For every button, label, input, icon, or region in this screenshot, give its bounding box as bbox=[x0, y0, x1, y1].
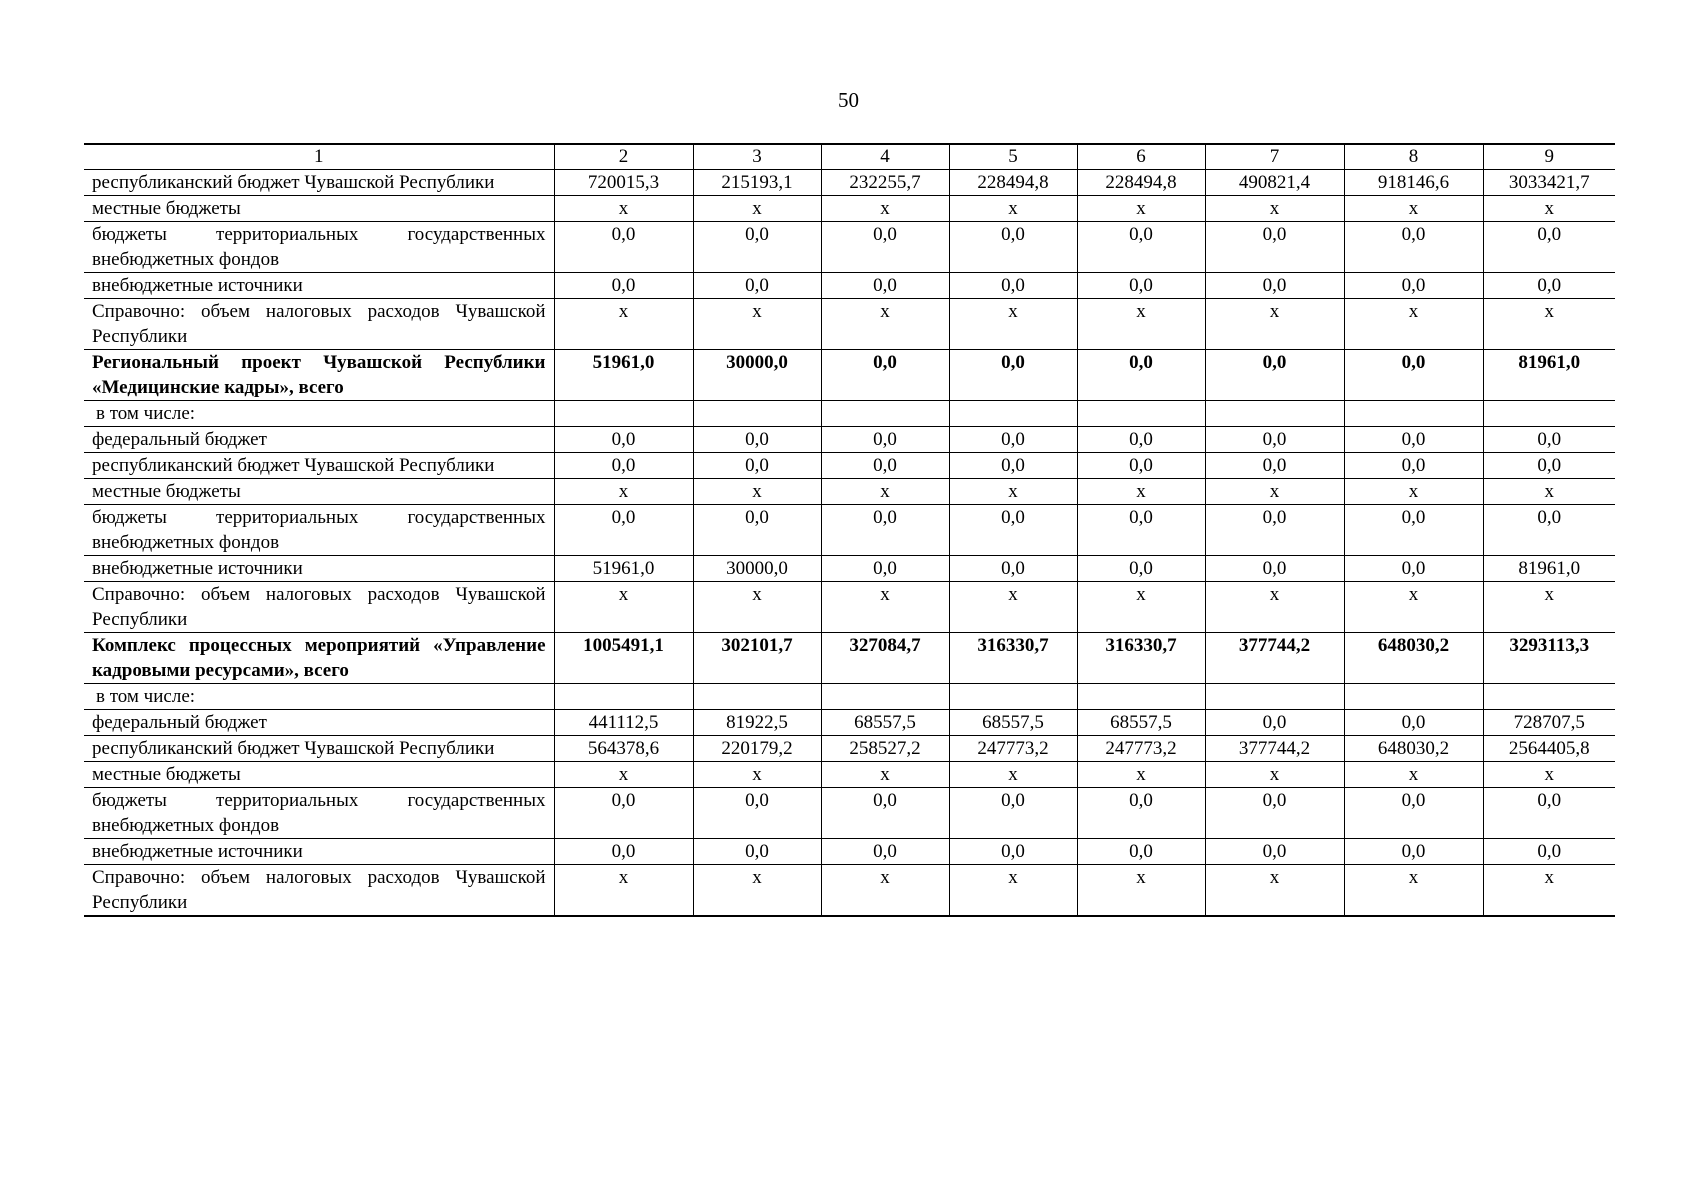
value-cell: 0,0 bbox=[1344, 350, 1483, 401]
value-cell: 215193,1 bbox=[693, 170, 821, 196]
table-row bbox=[84, 505, 1615, 556]
value-cell bbox=[554, 401, 693, 427]
table-header-row bbox=[84, 144, 1615, 170]
table-row bbox=[84, 762, 1615, 788]
value-cell: х bbox=[1077, 299, 1205, 350]
value-cell: 0,0 bbox=[1483, 453, 1615, 479]
value-cell: 0,0 bbox=[693, 453, 821, 479]
table-row bbox=[84, 222, 1615, 273]
value-cell bbox=[821, 401, 949, 427]
value-cell: х bbox=[1205, 479, 1344, 505]
value-cell: 648030,2 bbox=[1344, 736, 1483, 762]
value-cell: х bbox=[1483, 299, 1615, 350]
value-cell: 0,0 bbox=[1205, 839, 1344, 865]
value-cell: 0,0 bbox=[693, 222, 821, 273]
value-cell: 0,0 bbox=[949, 788, 1077, 839]
value-cell bbox=[1344, 401, 1483, 427]
value-cell: х bbox=[1205, 582, 1344, 633]
value-cell: х bbox=[821, 762, 949, 788]
table-row bbox=[84, 196, 1615, 222]
value-cell: 0,0 bbox=[1205, 222, 1344, 273]
value-cell bbox=[1205, 401, 1344, 427]
value-cell: 0,0 bbox=[693, 427, 821, 453]
value-cell: 0,0 bbox=[1483, 427, 1615, 453]
value-cell: 0,0 bbox=[1344, 453, 1483, 479]
value-cell: 720015,3 bbox=[554, 170, 693, 196]
value-cell: 0,0 bbox=[1205, 273, 1344, 299]
value-cell: х bbox=[821, 196, 949, 222]
value-cell: 0,0 bbox=[1205, 427, 1344, 453]
value-cell: 0,0 bbox=[1205, 505, 1344, 556]
table-row bbox=[84, 633, 1615, 684]
value-cell: 0,0 bbox=[1077, 788, 1205, 839]
value-cell: 377744,2 bbox=[1205, 633, 1344, 684]
value-cell bbox=[693, 401, 821, 427]
row-label: в том числе: bbox=[84, 684, 554, 710]
value-cell: х bbox=[949, 582, 1077, 633]
value-cell bbox=[693, 684, 821, 710]
value-cell: 232255,7 bbox=[821, 170, 949, 196]
value-cell: 0,0 bbox=[1205, 350, 1344, 401]
value-cell: 648030,2 bbox=[1344, 633, 1483, 684]
row-label: местные бюджеты bbox=[84, 762, 554, 788]
value-cell: 0,0 bbox=[1344, 556, 1483, 582]
column-header: 8 bbox=[1344, 144, 1483, 170]
value-cell: 81961,0 bbox=[1483, 350, 1615, 401]
table-row bbox=[84, 710, 1615, 736]
table-row bbox=[84, 684, 1615, 710]
value-cell: х bbox=[693, 196, 821, 222]
value-cell bbox=[1483, 401, 1615, 427]
value-cell: 3033421,7 bbox=[1483, 170, 1615, 196]
value-cell: 0,0 bbox=[1205, 788, 1344, 839]
value-cell: 51961,0 bbox=[554, 350, 693, 401]
row-label: Справочно: объем налоговых расходов Чувашской Республики bbox=[84, 299, 554, 350]
value-cell: 0,0 bbox=[821, 453, 949, 479]
value-cell: х bbox=[554, 196, 693, 222]
value-cell: 0,0 bbox=[821, 788, 949, 839]
table-row bbox=[84, 865, 1615, 917]
value-cell: х bbox=[949, 299, 1077, 350]
value-cell bbox=[1344, 684, 1483, 710]
page-number: 50 bbox=[838, 88, 859, 112]
value-cell: 302101,7 bbox=[693, 633, 821, 684]
value-cell: 0,0 bbox=[949, 453, 1077, 479]
value-cell: х bbox=[1344, 865, 1483, 917]
value-cell: 0,0 bbox=[1344, 273, 1483, 299]
value-cell: 247773,2 bbox=[1077, 736, 1205, 762]
value-cell: 327084,7 bbox=[821, 633, 949, 684]
value-cell: 0,0 bbox=[1483, 273, 1615, 299]
value-cell: х bbox=[821, 299, 949, 350]
value-cell: 0,0 bbox=[1344, 505, 1483, 556]
value-cell: х bbox=[1205, 762, 1344, 788]
value-cell bbox=[1077, 684, 1205, 710]
value-cell: 0,0 bbox=[1077, 222, 1205, 273]
value-cell: 2564405,8 bbox=[1483, 736, 1615, 762]
value-cell bbox=[554, 684, 693, 710]
row-label: республиканский бюджет Чувашской Республики bbox=[84, 453, 554, 479]
row-label: федеральный бюджет bbox=[84, 710, 554, 736]
value-cell: х bbox=[554, 762, 693, 788]
value-cell: 0,0 bbox=[1483, 788, 1615, 839]
value-cell: х bbox=[1344, 479, 1483, 505]
row-label: Справочно: объем налоговых расходов Чувашской Республики bbox=[84, 582, 554, 633]
value-cell: 68557,5 bbox=[949, 710, 1077, 736]
value-cell: 0,0 bbox=[1077, 273, 1205, 299]
value-cell: 68557,5 bbox=[1077, 710, 1205, 736]
value-cell: 0,0 bbox=[821, 350, 949, 401]
value-cell: 81961,0 bbox=[1483, 556, 1615, 582]
value-cell: 0,0 bbox=[1205, 556, 1344, 582]
table-row bbox=[84, 170, 1615, 196]
row-label: внебюджетные источники bbox=[84, 839, 554, 865]
table-row bbox=[84, 556, 1615, 582]
value-cell: х bbox=[1205, 865, 1344, 917]
value-cell: 0,0 bbox=[1077, 505, 1205, 556]
value-cell: х bbox=[554, 299, 693, 350]
row-label: в том числе: bbox=[84, 401, 554, 427]
value-cell: х bbox=[1077, 865, 1205, 917]
column-header: 5 bbox=[949, 144, 1077, 170]
table-row bbox=[84, 427, 1615, 453]
row-label: республиканский бюджет Чувашской Республики bbox=[84, 170, 554, 196]
value-cell: х bbox=[693, 762, 821, 788]
column-header: 7 bbox=[1205, 144, 1344, 170]
value-cell: х bbox=[1344, 582, 1483, 633]
value-cell: х bbox=[1344, 299, 1483, 350]
value-cell: 0,0 bbox=[1344, 427, 1483, 453]
value-cell: х bbox=[821, 865, 949, 917]
value-cell: 0,0 bbox=[821, 505, 949, 556]
value-cell: 3293113,3 bbox=[1483, 633, 1615, 684]
value-cell: 0,0 bbox=[1077, 556, 1205, 582]
value-cell: 0,0 bbox=[554, 222, 693, 273]
value-cell: х bbox=[821, 479, 949, 505]
table-row bbox=[84, 839, 1615, 865]
value-cell: х bbox=[949, 762, 1077, 788]
value-cell: 0,0 bbox=[949, 350, 1077, 401]
value-cell: х bbox=[1077, 479, 1205, 505]
table-row bbox=[84, 350, 1615, 401]
value-cell: 0,0 bbox=[1344, 788, 1483, 839]
value-cell: 0,0 bbox=[1077, 427, 1205, 453]
table-row bbox=[84, 479, 1615, 505]
row-label: Справочно: объем налоговых расходов Чувашской Республики bbox=[84, 865, 554, 917]
value-cell: х bbox=[1483, 582, 1615, 633]
value-cell bbox=[949, 401, 1077, 427]
value-cell: х bbox=[554, 865, 693, 917]
value-cell: 490821,4 bbox=[1205, 170, 1344, 196]
value-cell bbox=[821, 684, 949, 710]
value-cell: 0,0 bbox=[693, 273, 821, 299]
row-label: Региональный проект Чувашской Республики «Медицинские кадры», всего bbox=[84, 350, 554, 401]
value-cell: 316330,7 bbox=[949, 633, 1077, 684]
column-header: 9 bbox=[1483, 144, 1615, 170]
table-body bbox=[84, 144, 1615, 916]
value-cell: 0,0 bbox=[821, 222, 949, 273]
value-cell: 0,0 bbox=[1483, 222, 1615, 273]
value-cell: 228494,8 bbox=[1077, 170, 1205, 196]
value-cell: 258527,2 bbox=[821, 736, 949, 762]
value-cell: 728707,5 bbox=[1483, 710, 1615, 736]
value-cell: 0,0 bbox=[949, 222, 1077, 273]
value-cell: 68557,5 bbox=[821, 710, 949, 736]
value-cell: 0,0 bbox=[1205, 710, 1344, 736]
row-label: республиканский бюджет Чувашской Республики bbox=[84, 736, 554, 762]
value-cell: 0,0 bbox=[949, 556, 1077, 582]
value-cell: 0,0 bbox=[949, 427, 1077, 453]
value-cell: х bbox=[693, 479, 821, 505]
column-header: 1 bbox=[84, 144, 554, 170]
value-cell: 0,0 bbox=[1344, 222, 1483, 273]
value-cell: 441112,5 bbox=[554, 710, 693, 736]
value-cell: 0,0 bbox=[1205, 453, 1344, 479]
column-header: 4 bbox=[821, 144, 949, 170]
value-cell: 0,0 bbox=[949, 273, 1077, 299]
value-cell: х bbox=[1077, 196, 1205, 222]
value-cell: х bbox=[1205, 299, 1344, 350]
table-row bbox=[84, 788, 1615, 839]
value-cell: 0,0 bbox=[693, 839, 821, 865]
value-cell: 0,0 bbox=[949, 505, 1077, 556]
value-cell: 0,0 bbox=[693, 788, 821, 839]
column-header: 3 bbox=[693, 144, 821, 170]
value-cell: х bbox=[821, 582, 949, 633]
value-cell: 0,0 bbox=[554, 453, 693, 479]
value-cell: 0,0 bbox=[693, 505, 821, 556]
row-label: Комплекс процессных мероприятий «Управление кадровыми ресурсами», всего bbox=[84, 633, 554, 684]
value-cell: 0,0 bbox=[1344, 710, 1483, 736]
row-label: бюджеты территориальных государственных внебюджетных фондов bbox=[84, 505, 554, 556]
value-cell: х bbox=[693, 865, 821, 917]
row-label: внебюджетные источники bbox=[84, 556, 554, 582]
value-cell: 564378,6 bbox=[554, 736, 693, 762]
value-cell: 0,0 bbox=[554, 839, 693, 865]
value-cell: 30000,0 bbox=[693, 556, 821, 582]
value-cell: х bbox=[1483, 196, 1615, 222]
value-cell: 0,0 bbox=[1077, 350, 1205, 401]
column-header: 6 bbox=[1077, 144, 1205, 170]
value-cell: 220179,2 bbox=[693, 736, 821, 762]
value-cell bbox=[1077, 401, 1205, 427]
value-cell: 0,0 bbox=[821, 427, 949, 453]
row-label: местные бюджеты bbox=[84, 196, 554, 222]
value-cell: 247773,2 bbox=[949, 736, 1077, 762]
value-cell: 81922,5 bbox=[693, 710, 821, 736]
value-cell: 30000,0 bbox=[693, 350, 821, 401]
row-label: внебюджетные источники bbox=[84, 273, 554, 299]
value-cell: х bbox=[1344, 762, 1483, 788]
value-cell: х bbox=[554, 479, 693, 505]
value-cell: 228494,8 bbox=[949, 170, 1077, 196]
value-cell: 0,0 bbox=[1483, 839, 1615, 865]
value-cell: х bbox=[1483, 479, 1615, 505]
table-row bbox=[84, 582, 1615, 633]
value-cell: 0,0 bbox=[554, 273, 693, 299]
row-label: бюджеты территориальных государственных внебюджетных фондов bbox=[84, 788, 554, 839]
value-cell: х bbox=[949, 865, 1077, 917]
row-label: бюджеты территориальных государственных внебюджетных фондов bbox=[84, 222, 554, 273]
value-cell: 0,0 bbox=[1483, 505, 1615, 556]
value-cell: 0,0 bbox=[554, 788, 693, 839]
value-cell: 0,0 bbox=[1077, 839, 1205, 865]
value-cell: х bbox=[1483, 762, 1615, 788]
value-cell: х bbox=[949, 196, 1077, 222]
value-cell: 1005491,1 bbox=[554, 633, 693, 684]
value-cell: х bbox=[1205, 196, 1344, 222]
value-cell: х bbox=[693, 299, 821, 350]
table-row bbox=[84, 736, 1615, 762]
value-cell bbox=[1483, 684, 1615, 710]
table-row bbox=[84, 273, 1615, 299]
value-cell: 0,0 bbox=[1077, 453, 1205, 479]
value-cell: х bbox=[693, 582, 821, 633]
value-cell: 0,0 bbox=[554, 427, 693, 453]
value-cell: 0,0 bbox=[554, 505, 693, 556]
table-row bbox=[84, 453, 1615, 479]
value-cell: 0,0 bbox=[821, 556, 949, 582]
value-cell: 316330,7 bbox=[1077, 633, 1205, 684]
table-row bbox=[84, 299, 1615, 350]
value-cell: 0,0 bbox=[821, 839, 949, 865]
value-cell: 0,0 bbox=[949, 839, 1077, 865]
table-row bbox=[84, 401, 1615, 427]
value-cell: х bbox=[554, 582, 693, 633]
value-cell: 0,0 bbox=[1344, 839, 1483, 865]
value-cell: 51961,0 bbox=[554, 556, 693, 582]
value-cell: х bbox=[949, 479, 1077, 505]
value-cell: х bbox=[1077, 582, 1205, 633]
value-cell: 0,0 bbox=[821, 273, 949, 299]
column-header: 2 bbox=[554, 144, 693, 170]
value-cell: х bbox=[1077, 762, 1205, 788]
row-label: местные бюджеты bbox=[84, 479, 554, 505]
row-label: федеральный бюджет bbox=[84, 427, 554, 453]
value-cell bbox=[949, 684, 1077, 710]
value-cell bbox=[1205, 684, 1344, 710]
value-cell: х bbox=[1344, 196, 1483, 222]
value-cell: 918146,6 bbox=[1344, 170, 1483, 196]
value-cell: 377744,2 bbox=[1205, 736, 1344, 762]
budget-table bbox=[84, 143, 1615, 917]
value-cell: х bbox=[1483, 865, 1615, 917]
